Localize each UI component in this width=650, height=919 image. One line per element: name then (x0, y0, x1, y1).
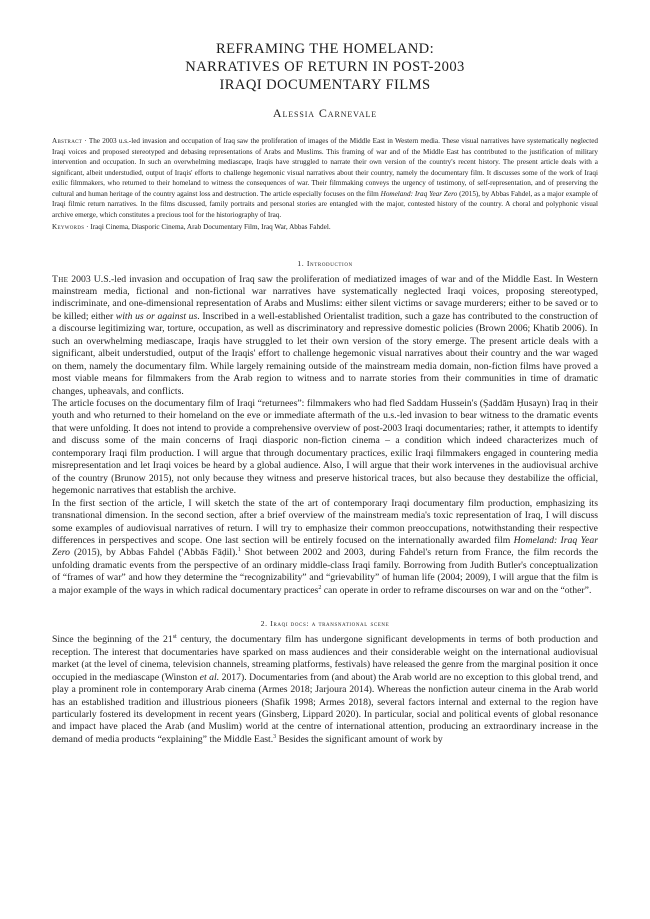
abstract-text-cont: (2015), by Abbas Fahdel, as a major example of Iraqi filmic return narratives. In the films discussed, family portraits and personal stories are entangled with the major, contested history of the country. A choral and polyphonic visual archive emerge, which constitutes a precious tool for the historiography of Iraq. (52, 189, 598, 219)
section-heading-introduction: 1. Introduction (297, 258, 353, 268)
section-introduction (52, 274, 598, 598)
article-title (52, 40, 598, 94)
abstract-text: The 2003 u.s.-led invasion and occupation of Iraq saw the proliferation of images of the Middle East in Western media. These visual narratives have systematically neglected Iraqi voices and proposed stereotyped and debasing representations of Arabs and Muslims. This framing of war and of the Middle East has contributed to the justification of military intervention and occupation. In such an overwhelming mediascape, Iraqis have struggled to narrate their own version of the country's recent history. The present article deals with a significant, albeit understudied, output of Iraqis' efforts to challenge hegemonic visual narratives about their country, namely the documentary film. It discusses some of the work of Iraqi exilic filmmakers, who returned to their homeland to witness the consequences of war. Their filmmaking conveys the urgency of testimony, of self-representation, and of preserving the cultural and human heritage of the country against loss and destruction. The article especially focuses on the film (52, 137, 598, 198)
title-line-3: IRAQI DOCUMENTARY FILMS (219, 77, 431, 93)
paragraph (52, 498, 598, 598)
abstract-separator: · (82, 137, 89, 145)
footnote-ref[interactable]: 3 (273, 733, 277, 740)
lead-word: The (52, 273, 69, 285)
paragraph-text: 2017). Documentaries from (and about) the Arab world are no exception to this global trend, and play a prominent role in contemporary Arab cinema (Armes 2018; Jarjoura 2014). Whereas the nonfiction auteur cinema in the Arab world has an established tradition and illustrious pioneers (Shafik 1998; Armes 2018), several factors internal and external to the region have particularly fostered its development in recent years (Ginsberg, Lippard 2020). In particular, social and political events of global resonance and impact have placed the Arab (and Muslim) world at the centre of international attention, producing an extraordinary increase in the demand of media products “explaining” the Middle East. (52, 671, 599, 745)
paragraph (52, 634, 598, 746)
paper-page (52, 0, 598, 746)
section-heading-iraqi-docs: 2. Iraqi docs: a transnational scene (260, 619, 390, 629)
author-name: Alessia Carnevale (272, 106, 378, 120)
footnote-ref[interactable]: 2 (318, 584, 322, 591)
paragraph-text: Shot between 2002 and 2003, during Fahdel's return from France, the film records the unfolding dramatic events from the perspective of an ordinary middle-class Iraqi family. Borrowing from Judith Butler's conceptualization of “frames of war” and how they determine the “recognizability” and “grievability” of human life (2004; 2009), I will argue that the film is a major example of the ways in which radical documentary practices (52, 547, 598, 596)
section-iraqi-docs (52, 634, 598, 746)
keywords-label: Keywords (52, 223, 85, 231)
keywords-separator: · (84, 223, 91, 231)
paragraph-text: can operate in order to reframe discourses on war and on the “other”. (321, 584, 592, 596)
paragraph-text: The article focuses on the documentary film of Iraqi “returnees”: filmmakers who had fled Saddam Hussein's (Ṣaddām Ḥusayn) Iraq in their youth and who returned to their homeland on the eve or immediate aftermath of the u.s.-led invasion to bear witness to the dramatic events that were unfolding. It does not intend to provide a comprehensive overview of post-2003 Iraqi documentaries; rather, it attempts to identify and discuss some of the main concerns of Iraqi diasporic non-fiction cinema – a condition which indeed characterizes much of contemporary Iraqi film production. I will argue that through documentary practices, exilic Iraqi filmmakers engaged in countering media misrepresentation and let Iraqi voices be heard by a global audience. Also, I will argue that their work intervenes in the audiovisual archive of the country (Brunow 2015), not only because they witness and preserve historical traces, but also because they destabilize the official, hegemonic narratives that establish the archive. (52, 398, 598, 497)
paragraph-text: Since the beginning of the 21 (52, 634, 173, 646)
ordinal-suffix: st (172, 634, 177, 641)
paragraph (52, 274, 598, 399)
emphasis: et al. (199, 671, 220, 683)
paragraph-text: 2003 U.S.-led invasion and occupation of Iraq saw the proliferation of mediatized images of war and of the Middle East. In Western mainstream media, fictional and non-fictional war narratives have systematically neglected Iraqi voices, proposing stereotyped, indiscriminate, and one-dimensional representation of Arabs and Muslims: either silent victims or savage murderers; either to be saved or to be killed; either (52, 273, 598, 322)
title-line-2: NARRATIVES OF RETURN IN POST-2003 (185, 59, 465, 75)
emphasis: with us or against us (115, 310, 198, 322)
paragraph-text: . Inscribed in a well-established Orientalist tradition, such a gaze has contributed to the construction of a discourse legitimizing war, torture, occupation, as well as discriminatory and repressive domestic policies (Brown 2006; Khatib 2006). In such an overwhelming mediascape, Iraqis have struggled to let their own version of the story emerge. The present article deals with a significant, albeit understudied, output of the Iraqis' effort to challenge hegemonic visual narratives about their country and the war waged on them, namely the documentary film. While largely remaining outside of the mainstream media domain, non-fiction films have proved a most viable means for filmmakers from the Arab region to witness and to narrate stories from their communities in time of dramatic changes, upheavals, and conflicts. (52, 310, 598, 397)
paragraph-text: Besides the significant amount of work by (276, 733, 443, 745)
paragraph-text: century, the documentary film has undergone significant developments in terms of both production and reception. The interest that documentaries have sparked on mass audiences and their considerable weight on the international audiovisual market (at the level of cinema, television channels, streaming platforms, festivals) have released the genre from the marginal position it once occupied in the mediascape (Winston (52, 634, 598, 683)
abstract-film-title: Homeland: Iraq Year Zero (380, 189, 458, 198)
footnote-ref[interactable]: 1 (237, 547, 241, 554)
paragraph (52, 398, 598, 498)
keywords-text: Iraqi Cinema, Diasporic Cinema, Arab Documentary Film, Iraq War, Abbas Fahdel. (90, 223, 331, 231)
abstract-label: Abstract (52, 137, 83, 145)
paragraph-text: In the first section of the article, I will sketch the state of the art of contemporary Iraqi documentary film production, emphasizing its transnational dimension. In the second section, after a brief overview of the mainstream media's toxic representation of Iraq, I will discuss some examples of audiovisual narratives of return. I will try to emphasize their common preoccupations, notwithstanding their respective differences in perspectives and scope. One last section will be entirely focused on the internationally awarded film (52, 497, 598, 547)
keywords (52, 222, 598, 233)
abstract (52, 136, 598, 220)
paragraph-text: (2015), by Abbas Fahdel ('Abbās Fāḍil). (69, 547, 238, 559)
title-line-1: REFRAMING THE HOMELAND: (215, 41, 435, 57)
film-title: Homeland: Iraq Year Zero (52, 535, 598, 559)
